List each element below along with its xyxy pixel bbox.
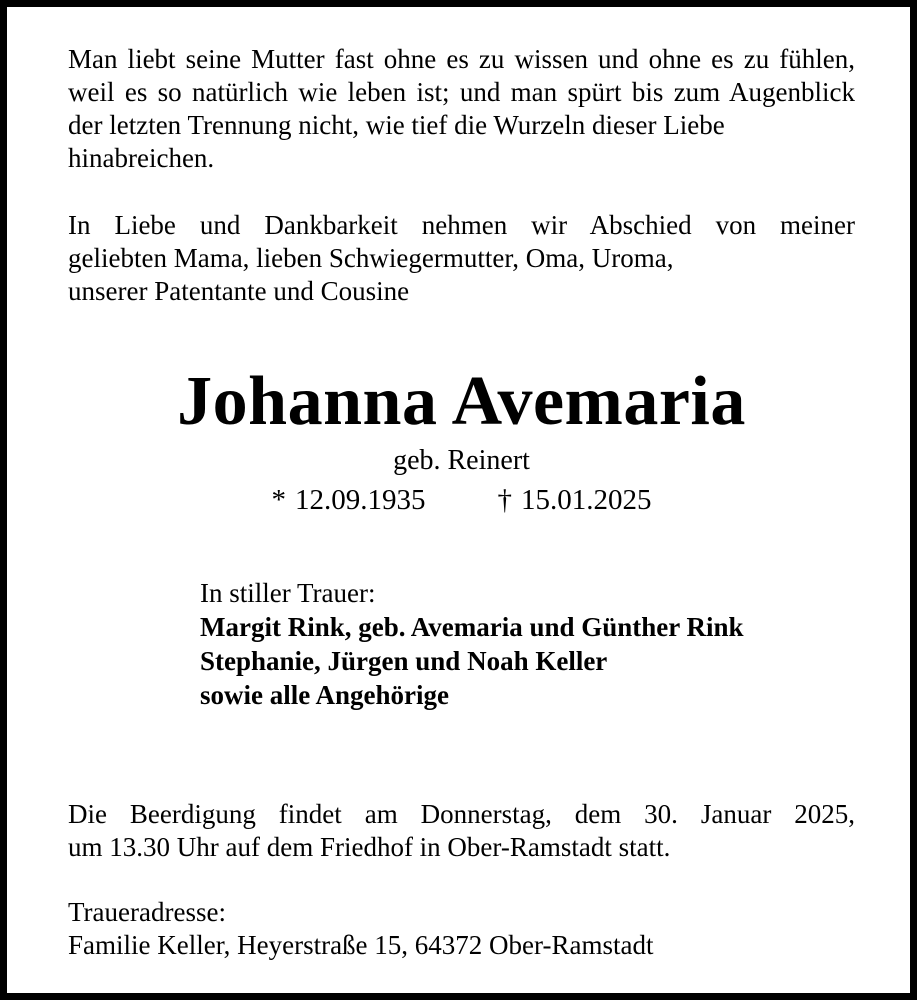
intro-line: unserer Patentante und Cousine bbox=[68, 276, 410, 306]
death-date-group bbox=[498, 482, 652, 518]
mourners-section bbox=[200, 576, 855, 712]
funeral-info bbox=[68, 798, 855, 864]
memorial-quote bbox=[68, 43, 855, 175]
maiden-name: geb. Reinert bbox=[393, 445, 530, 476]
mourners-label: In stiller Trauer: bbox=[200, 578, 376, 608]
mourner-line: Margit Rink, geb. Avemaria und Günther Rink bbox=[200, 612, 744, 642]
intro-line: In Liebe und Dankbarkeit nehmen wir Abschied von meiner bbox=[68, 210, 855, 240]
mourner-line: Stephanie, Jürgen und Noah Keller bbox=[200, 646, 608, 676]
funeral-line: Die Beerdigung findet am Donnerstag, dem 30. Januar 2025, bbox=[68, 799, 855, 829]
intro-line: geliebten Mama, lieben Schwiegermutter, Oma, Uroma, bbox=[68, 243, 674, 273]
mourning-address-section bbox=[68, 896, 855, 962]
birth-date-group bbox=[272, 482, 426, 518]
quote-line: hinabreichen. bbox=[68, 143, 215, 173]
deceased-block bbox=[68, 363, 855, 518]
mourner-line: sowie alle Angehörige bbox=[200, 680, 449, 710]
birth-date: 12.09.1935 bbox=[295, 484, 426, 516]
birth-asterisk-symbol: * bbox=[271, 484, 286, 516]
mourning-address-label: Traueradresse: bbox=[68, 897, 226, 927]
quote-line: der letzten Trennung nicht, wie tief die Wurzeln dieser Liebe bbox=[68, 110, 725, 140]
deceased-name: Johanna Avemaria bbox=[177, 363, 746, 440]
death-cross-symbol: † bbox=[497, 484, 512, 516]
quote-line: Man liebt seine Mutter fast ohne es zu wissen und ohne es zu fühlen, bbox=[68, 44, 855, 74]
funeral-line: um 13.30 Uhr auf dem Friedhof in Ober-Ramstadt statt. bbox=[68, 832, 671, 862]
death-date: 15.01.2025 bbox=[521, 484, 652, 516]
quote-line: weil es so natürlich wie leben ist; und man spürt bis zum Augenblick bbox=[68, 77, 855, 107]
mourning-address: Familie Keller, Heyerstraße 15, 64372 Ober-Ramstadt bbox=[68, 930, 654, 960]
life-dates bbox=[68, 482, 855, 518]
obituary-content bbox=[68, 7, 855, 962]
farewell-intro bbox=[68, 209, 855, 308]
